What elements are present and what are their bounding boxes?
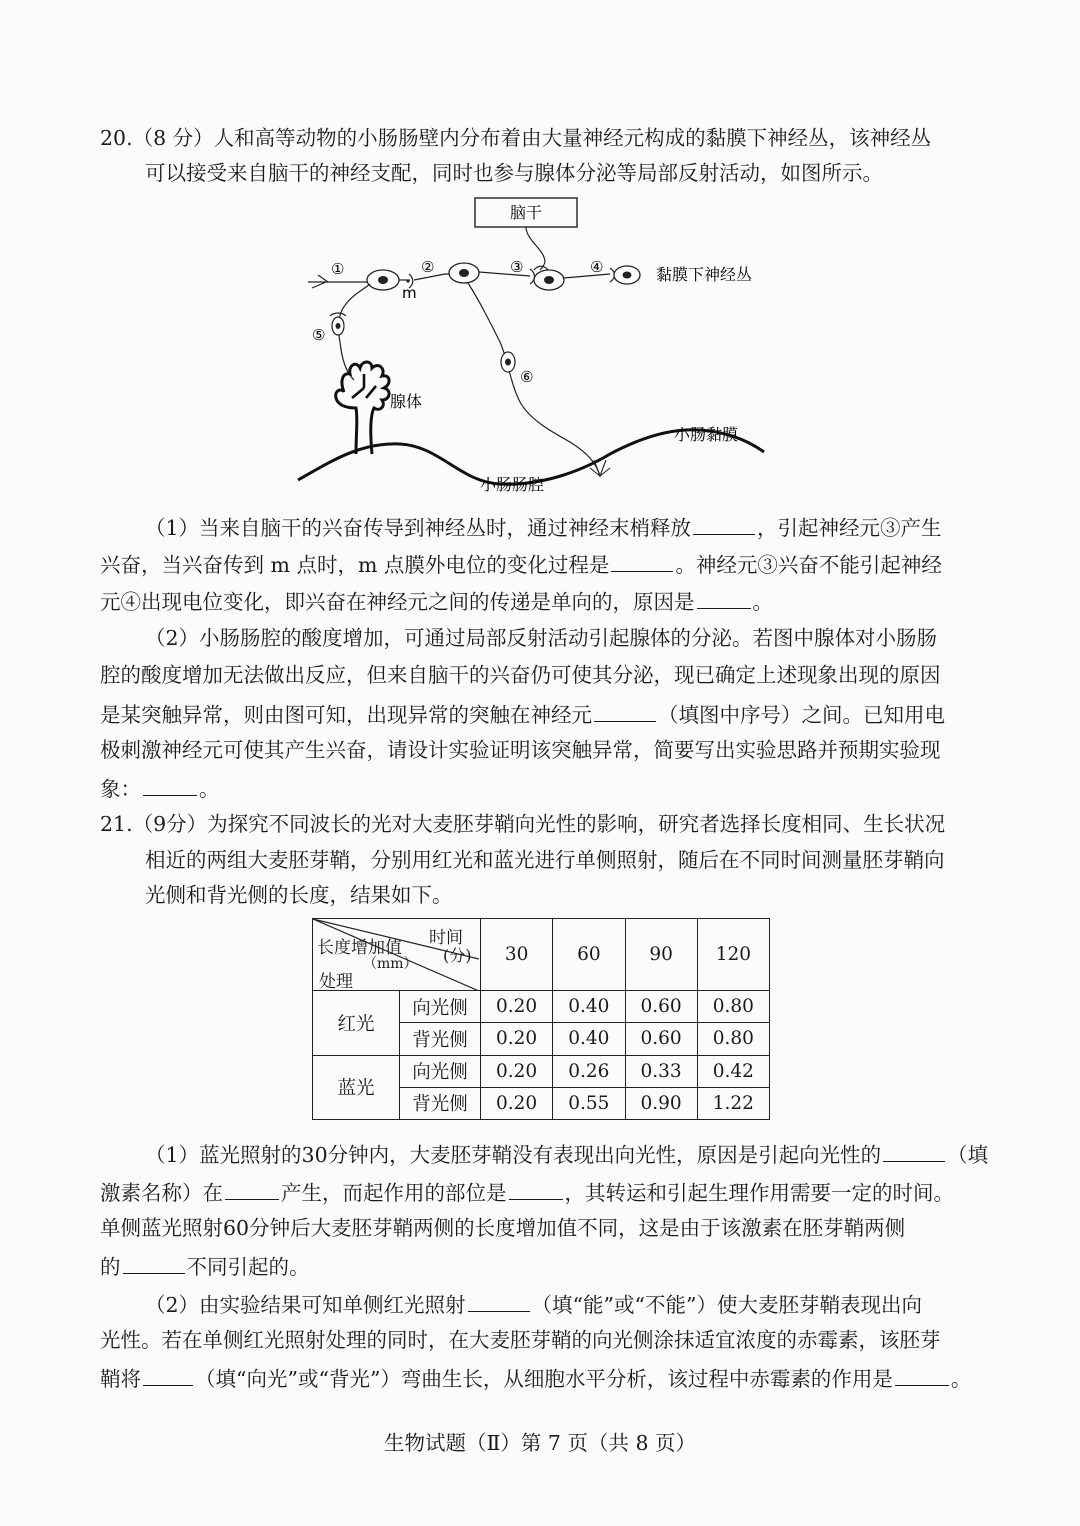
- value-cell: 0.60: [625, 1023, 697, 1055]
- value-cell: 0.40: [553, 1023, 625, 1055]
- q20-stem-line2: 可以接受来自脑干的神经支配，同时也参与腺体分泌等局部反射活动，如图所示。: [145, 161, 883, 185]
- q20-stem-line1: 20.（8 分）人和高等动物的小肠肠壁内分布着由大量神经元构成的黏膜下神经丛，该神经丛: [100, 126, 932, 150]
- q21-part1-line1: （1）蓝光照射的30分钟内，大麦胚芽鞘没有表现出向光性，原因是引起向光性的 （填: [145, 1143, 989, 1167]
- table-corner-header: [313, 919, 481, 991]
- answer-blank[interactable]: [225, 1181, 279, 1200]
- results-table: [312, 918, 770, 1120]
- value-cell: 0.33: [625, 1055, 697, 1087]
- q20-part2-line2: 腔的酸度增加无法做出反应，但来自脑干的兴奋仍可使其分泌，现已确定上述现象出现的原因: [100, 663, 941, 687]
- q20-part1-line1: （1）当来自脑干的兴奋传导到神经丛时，通过神经末梢释放 ，引起神经元③产生: [145, 516, 942, 540]
- corner-time-unit: (分): [443, 946, 472, 965]
- side-label: 背光侧: [400, 1023, 481, 1055]
- time-header: 60: [553, 919, 625, 991]
- q20-part2-line3: 是某突触异常，则由图可知，出现异常的突触在神经元 （填图中序号）之间。已知用电: [100, 703, 945, 727]
- q21-part1-line3: 单侧蓝光照射60分钟后大麦胚芽鞘两侧的长度增加值不同，这是由于该激素在胚芽鞘两侧: [100, 1216, 906, 1240]
- point-m: m: [402, 284, 417, 302]
- q21-part1-line4: 的 不同引起的。: [100, 1255, 310, 1279]
- q21-part1-line2: 激素名称）在 产生，而起作用的部位是 ，其转运和引起生理作用需要一定的时间。: [100, 1181, 954, 1205]
- answer-blank[interactable]: [693, 516, 755, 535]
- value-cell: 1.22: [697, 1087, 769, 1119]
- answer-blank[interactable]: [594, 703, 656, 722]
- q20-part1-line2: 兴奋，当兴奋传到 m 点时，m 点膜外电位的变化过程是 。神经元③兴奋不能引起神经: [100, 553, 942, 577]
- q20-part1-line3: 元④出现电位变化，即兴奋在神经元之间的传递是单向的，原因是 。: [100, 590, 773, 614]
- time-header: 120: [697, 919, 769, 991]
- label-n5: ⑤: [312, 326, 326, 344]
- corner-length: 长度增加值: [317, 938, 402, 958]
- label-mucosa: 小肠黏膜: [674, 425, 739, 444]
- label-n3: ③: [510, 258, 524, 276]
- label-n1: ①: [331, 260, 345, 278]
- side-label: 背光侧: [400, 1087, 481, 1119]
- page-footer: 生物试题（Ⅱ）第 7 页（共 8 页）: [383, 1431, 697, 1455]
- corner-time: 时间: [429, 928, 463, 948]
- q21-part2-line2: 光性。若在单侧红光照射处理的同时，在大麦胚芽鞘的向光侧涂抹适宜浓度的赤霉素，该胚芽: [100, 1328, 941, 1352]
- label-n2: ②: [421, 258, 435, 276]
- q21-stem-line3: 光侧和背光侧的长度，结果如下。: [145, 883, 453, 907]
- label-lumen: 小肠肠腔: [480, 475, 545, 494]
- time-header: 90: [625, 919, 697, 991]
- answer-blank[interactable]: [143, 777, 197, 796]
- value-cell: 0.80: [697, 1023, 769, 1055]
- side-label: 向光侧: [400, 991, 481, 1023]
- q21-part2-line1: （2）由实验结果可知单侧红光照射 （填“能”或“不能”）使大麦胚芽鞘表现出向: [145, 1293, 922, 1317]
- table-row: [313, 991, 770, 1023]
- time-header: 30: [481, 919, 553, 991]
- label-plexus: 黏膜下神经丛: [656, 265, 753, 284]
- q20-part2-line5: 象： 。: [100, 777, 220, 801]
- answer-blank[interactable]: [883, 1143, 945, 1162]
- label-n6: ⑥: [520, 368, 534, 386]
- answer-blank[interactable]: [123, 1255, 185, 1274]
- value-cell: 0.26: [553, 1055, 625, 1087]
- value-cell: 0.80: [697, 991, 769, 1023]
- q21-part2-line3: 鞘将 （填“向光”或“背光”）弯曲生长，从细胞水平分析，该过程中赤霉素的作用是 。: [100, 1367, 972, 1391]
- group-label: 红光: [313, 991, 400, 1056]
- value-cell: 0.60: [625, 991, 697, 1023]
- q21-stem-line2: 相近的两组大麦胚芽鞘，分别用红光和蓝光进行单侧照射，随后在不同时间测量胚芽鞘向: [145, 848, 945, 872]
- gland-shape: [336, 362, 389, 454]
- side-label: 向光侧: [400, 1055, 481, 1087]
- q21-stem-line1: 21.（9分）为探究不同波长的光对大麦胚芽鞘向光性的影响，研究者选择长度相同、生长状况: [100, 812, 946, 836]
- q20-part2-line4: 极刺激神经元可使其产生兴奋，请设计实验证明该突触异常，简要写出实验思路并预期实验现: [100, 738, 941, 762]
- value-cell: 0.40: [553, 991, 625, 1023]
- label-n4: ④: [590, 258, 604, 276]
- corner-treatment: 处理: [319, 972, 353, 992]
- value-cell: 0.55: [553, 1087, 625, 1119]
- answer-blank[interactable]: [143, 1367, 193, 1386]
- table-row: [313, 1055, 770, 1087]
- answer-blank[interactable]: [611, 553, 673, 572]
- answer-blank[interactable]: [697, 590, 751, 609]
- answer-blank[interactable]: [509, 1181, 563, 1200]
- value-cell: 0.90: [625, 1087, 697, 1119]
- value-cell: 0.20: [481, 1023, 553, 1055]
- answer-blank[interactable]: [895, 1367, 949, 1386]
- brainstem-label: 脑干: [509, 203, 543, 222]
- q20-part2-line1: （2）小肠肠腔的酸度增加，可通过局部反射活动引起腺体的分泌。若图中腺体对小肠肠: [145, 626, 938, 650]
- answer-blank[interactable]: [468, 1293, 530, 1312]
- value-cell: 0.20: [481, 1087, 553, 1119]
- label-gland: 腺体: [390, 392, 423, 411]
- group-label: 蓝光: [313, 1055, 400, 1120]
- value-cell: 0.20: [481, 991, 553, 1023]
- neural-diagram: [290, 192, 770, 500]
- value-cell: 0.20: [481, 1055, 553, 1087]
- value-cell: 0.42: [697, 1055, 769, 1087]
- corner-length-unit: （mm）: [363, 956, 418, 972]
